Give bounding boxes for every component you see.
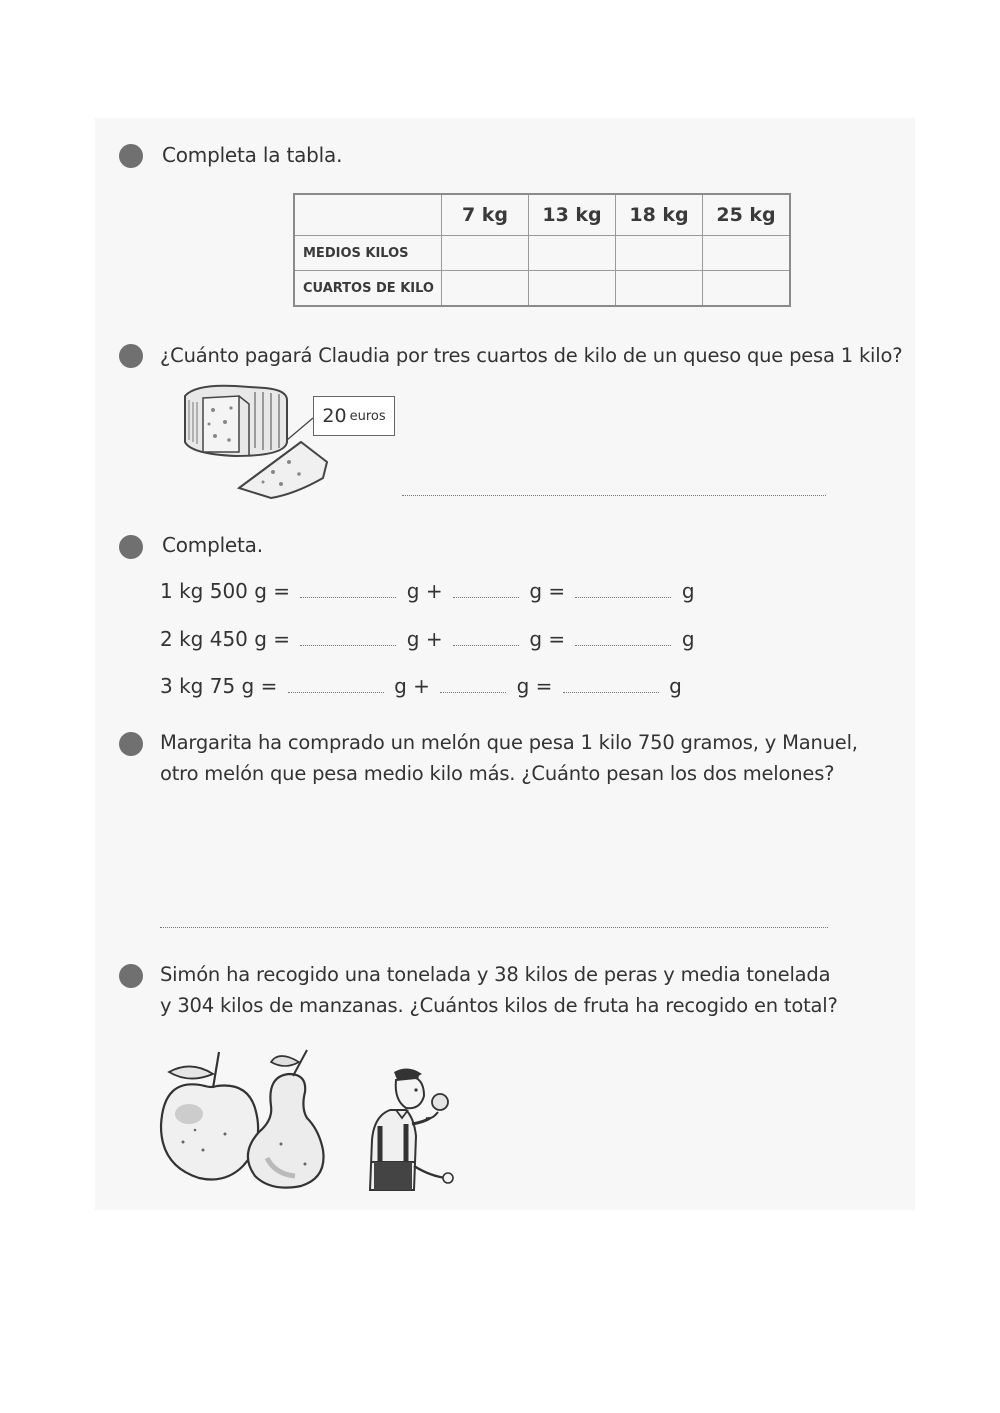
- blank-field[interactable]: [300, 629, 396, 646]
- price-unit: euros: [349, 408, 386, 424]
- q5-line2: y 304 kilos de manzanas. ¿Cuántos kilos de fruta ha recogido en total?: [160, 994, 838, 1017]
- blank-field[interactable]: [575, 629, 671, 646]
- conversion-plus: g +: [406, 579, 443, 603]
- conversion-line: [160, 624, 695, 654]
- price-tag: [313, 396, 395, 436]
- conversion-unit: g: [681, 627, 695, 651]
- q2-question: ¿Cuánto pagará Claudia por tres cuartos de kilo de un queso que pesa 1 kilo?: [160, 344, 903, 367]
- answer-cell[interactable]: [616, 271, 703, 307]
- boy-eating-illustration: [350, 1066, 460, 1196]
- weights-table: [293, 193, 791, 307]
- answer-cell[interactable]: [529, 271, 616, 307]
- conversion-unit: g: [669, 674, 682, 698]
- conversion-line: [160, 576, 695, 606]
- conversion-plus: g +: [394, 674, 430, 698]
- conversion-unit: g: [681, 579, 695, 603]
- answer-cell[interactable]: [442, 236, 529, 271]
- conversion-line: [160, 671, 682, 701]
- q3-instruction: Completa.: [162, 533, 263, 557]
- table-col-header: 13 kg: [529, 194, 616, 236]
- bullet-q5: [119, 964, 143, 988]
- q5-line1: Simón ha recogido una tonelada y 38 kilos de peras y media tonelada: [160, 963, 831, 986]
- table-row-label: MEDIOS KILOS: [294, 236, 442, 271]
- blank-field[interactable]: [453, 629, 519, 646]
- q1-instruction: Completa la tabla.: [162, 143, 343, 167]
- conversion-eq: g =: [529, 627, 566, 651]
- bullet-q2: [119, 344, 143, 368]
- price-number: 20: [322, 405, 347, 427]
- table-row: [294, 236, 790, 271]
- table-col-header: 18 kg: [616, 194, 703, 236]
- q4-line2: otro melón que pesa medio kilo más. ¿Cuánto pesan los dos melones?: [160, 762, 835, 785]
- answer-line-q4[interactable]: [160, 927, 828, 928]
- blank-field[interactable]: [288, 676, 384, 693]
- conversion-left: 1 kg 500 g =: [160, 579, 291, 603]
- answer-cell[interactable]: [616, 236, 703, 271]
- answer-cell[interactable]: [703, 271, 791, 307]
- answer-line-q2[interactable]: [402, 495, 826, 496]
- conversion-eq: g =: [516, 674, 553, 698]
- answer-cell[interactable]: [703, 236, 791, 271]
- conversion-plus: g +: [406, 627, 443, 651]
- table-col-header: 25 kg: [703, 194, 791, 236]
- bullet-q4: [119, 732, 143, 756]
- table-row: [294, 271, 790, 307]
- table-col-header: 7 kg: [442, 194, 529, 236]
- table-corner: [294, 194, 442, 236]
- bullet-q3: [119, 535, 143, 559]
- apple-pear-illustration: [155, 1046, 330, 1196]
- conversion-left: 2 kg 450 g =: [160, 627, 291, 651]
- table-row-label: CUARTOS DE KILO: [294, 271, 442, 307]
- blank-field[interactable]: [575, 581, 671, 598]
- blank-field[interactable]: [563, 676, 659, 693]
- conversion-eq: g =: [529, 579, 566, 603]
- bullet-q1: [119, 144, 143, 168]
- q4-line1: Margarita ha comprado un melón que pesa 1 kilo 750 gramos, y Manuel,: [160, 731, 858, 754]
- blank-field[interactable]: [453, 581, 519, 598]
- cheese-illustration: [175, 378, 335, 500]
- answer-cell[interactable]: [529, 236, 616, 271]
- answer-cell[interactable]: [442, 271, 529, 307]
- conversion-left: 3 kg 75 g =: [160, 674, 278, 698]
- blank-field[interactable]: [300, 581, 396, 598]
- blank-field[interactable]: [440, 676, 506, 693]
